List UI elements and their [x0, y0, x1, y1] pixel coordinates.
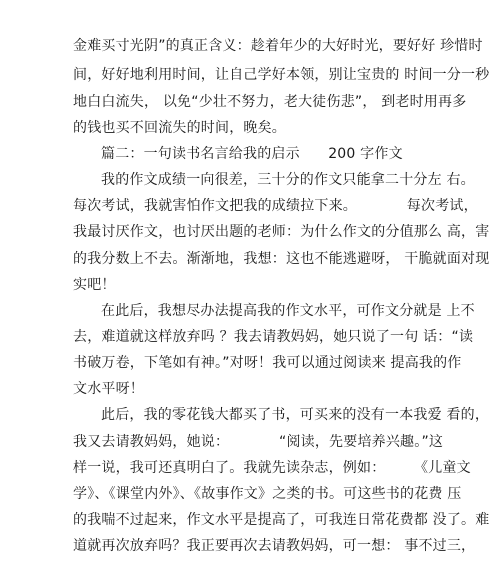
text-line-9: 的我分数上不去。渐渐地，我想：这也不能逃避呀， 干脆就面对现: [73, 251, 490, 267]
text-line-11: 在此后，我想尽办法提高我的作文水平，可作文分就是 上不: [101, 303, 475, 319]
text-line-18: 学》、《课堂内外》、《故事作文》之类的书。可这些书的花费 压: [73, 486, 462, 502]
text-line-16: 我又去请教妈妈，她说： “阅读，先要培养兴趣。”这: [73, 434, 444, 450]
text-line-17: 样一说，我可还真明白了。我就先读杂志，例如： 《儿童文: [73, 460, 471, 476]
text-line-8: 我最讨厌作文，也讨厌出题的老师：为什么作文的分值那么 高，害: [73, 224, 490, 240]
text-line-1: 金难买寸光阴”的真正含义：趁着年少的大好时光，要好好 珍惜时: [73, 38, 483, 54]
text-line-2: 间，好好地利用时间，让自己学好本领，别让宝贵的 时间一分一秒: [73, 67, 490, 83]
text-line-14: 文水平呀！: [73, 381, 144, 397]
text-line-4: 的钱也买不回流失的时间，晚矣。: [73, 120, 286, 136]
text-line-20: 道就再次放弃吗？我正要再次去请教妈妈，可一想： 事不过三，: [73, 538, 476, 554]
text-line-15: 此后，我的零花钱大都买了书，可买来的没有一本我爱 看的，: [101, 407, 490, 423]
text-line-19: 的我喘不过起来，作文水平是提高了，可我连日常花费都 没了。难: [73, 512, 490, 528]
text-line-7: 每次考试，我就害怕作文把我的成绩拉下来。 每次考试，: [73, 198, 478, 214]
text-line-12: 去，难道就这样放弃吗 ？我去请教妈妈，她只说了一句 话：“读: [73, 329, 474, 345]
text-line-3: 地白白流失， 以免“少壮不努力，老大徒伤悲”， 到老时用再多: [73, 94, 467, 110]
text-line-6: 我的作文成绩一向很差，三十分的作文只能拿二十分左 右。: [101, 172, 475, 188]
section-heading: 篇二：一句读书名言给我的启示 200 字作文: [101, 146, 403, 162]
text-line-10: 实吧！: [73, 277, 116, 293]
text-line-13: 书破万卷，下笔如有神。”对呀！我可以通过阅读来 提高我的作: [73, 355, 462, 371]
